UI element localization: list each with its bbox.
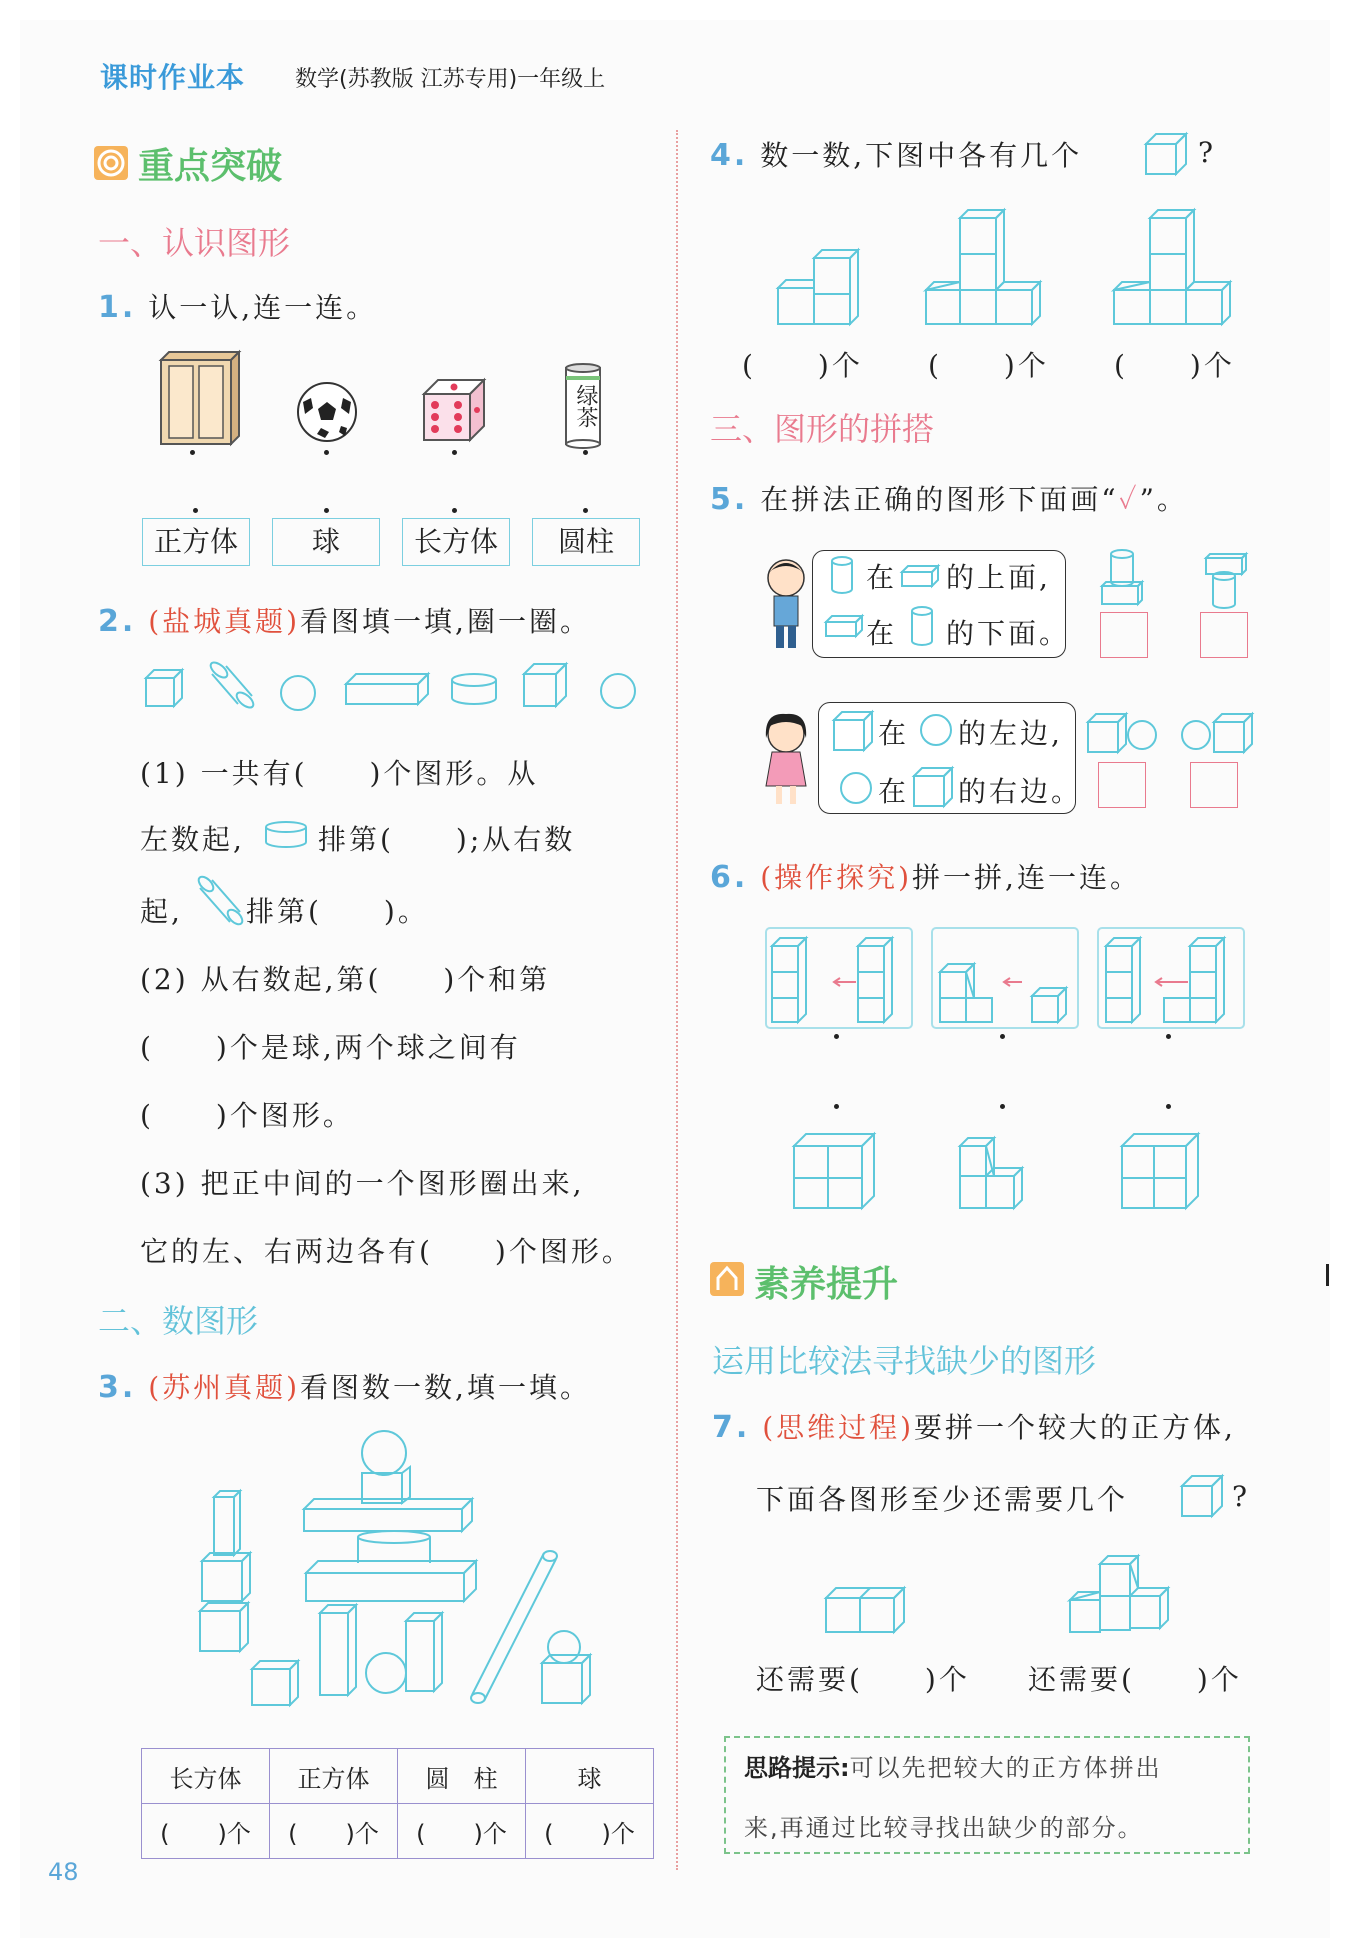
answer-box[interactable] — [1100, 612, 1148, 658]
section-title-improve: 素养提升 — [754, 1264, 899, 1305]
q2-line-3b: 排第( )。 — [246, 895, 429, 928]
question-3 — [98, 1366, 591, 1406]
label-cube: 正方体 — [142, 518, 250, 566]
connect-dot[interactable] — [324, 450, 329, 455]
q6-assembly-cards — [764, 926, 1248, 1030]
growth-icon — [710, 1262, 746, 1298]
sphere-inline-icon — [838, 770, 874, 806]
answer-box[interactable] — [1098, 762, 1146, 808]
b2-word-3: 在 — [878, 775, 910, 808]
question-5 — [710, 478, 1188, 518]
q2-line-2b: 排第( );从右数 — [318, 823, 576, 856]
q2-line-2a: 左数起, — [140, 823, 245, 856]
q1-text: 认一认,连一连。 — [148, 291, 378, 324]
cube-inline-icon — [832, 710, 876, 754]
q7-text-2: 下面各图形至少还需要几个 — [756, 1483, 1129, 1516]
q2-line-8: 它的左、右两边各有( )个图形。 — [140, 1235, 633, 1268]
connect-dot[interactable] — [1000, 1104, 1005, 1109]
connect-dot[interactable] — [1000, 1034, 1005, 1039]
q6-number: 6. — [710, 860, 749, 895]
question-4 — [710, 134, 1082, 174]
cuboid-inline-icon — [900, 562, 942, 590]
connect-dot[interactable] — [834, 1034, 839, 1039]
connect-dot[interactable] — [190, 450, 195, 455]
table-header: 正方体 — [270, 1749, 398, 1804]
answer-box[interactable] — [1200, 612, 1248, 658]
q5-option-figures-1 — [1098, 548, 1278, 610]
hint-label: 思路提示: — [744, 1754, 850, 1782]
q7-answer-1[interactable]: 还需要( )个 — [756, 1663, 970, 1696]
check-mark-icon: ✓ — [1118, 483, 1140, 516]
cylinder-inline-icon — [262, 818, 312, 852]
connect-dot[interactable] — [1166, 1104, 1171, 1109]
q2-line-3a: 起, — [140, 895, 183, 928]
q5-text-end: ”。 — [1139, 483, 1188, 516]
q7-figures — [820, 1552, 1200, 1642]
b1-word-4: 的下面。 — [946, 617, 1071, 650]
q3-number: 3. — [98, 1370, 137, 1405]
label-sphere: 球 — [272, 518, 380, 566]
connect-dot[interactable] — [834, 1104, 839, 1109]
column-divider — [676, 130, 678, 1870]
q5-text: 在拼法正确的图形下面画“ — [760, 483, 1119, 516]
question-6 — [710, 856, 1141, 896]
hint-text-1: 可以先把较大的正方体拼出 — [849, 1754, 1162, 1782]
q2-number: 2. — [98, 604, 137, 639]
page-number: 48 — [48, 1858, 79, 1886]
q5-option-figures-2 — [1086, 710, 1286, 756]
q4-answer-1[interactable]: ( )个 — [742, 349, 863, 382]
q5-number: 5. — [710, 482, 749, 517]
q2-line-5: ( )个是球,两个球之间有 — [140, 1031, 521, 1064]
label-cylinder: 圆柱 — [532, 518, 640, 566]
table-header: 长方体 — [142, 1749, 270, 1804]
q2-line-1: (1) 一共有( )个图形。从 — [140, 757, 539, 790]
q7-tag: (思维过程) — [762, 1411, 915, 1444]
part-title-compare: 运用比较法寻找缺少的图形 — [712, 1342, 1097, 1380]
question-2 — [98, 600, 591, 640]
edge-mark — [1326, 1264, 1329, 1286]
cylinder-inline-icon — [830, 556, 854, 596]
book-subtitle: 数学(苏教版 江苏专用)一年级上 — [295, 67, 606, 92]
table-answer-cell[interactable]: ( )个 — [398, 1804, 526, 1859]
b1-word-2: 的上面, — [946, 561, 1051, 594]
tea-can-label: 绿茶 — [573, 384, 598, 428]
connect-dot[interactable] — [193, 508, 198, 513]
b2-word-1: 在 — [878, 717, 910, 750]
table-answer-cell[interactable]: ( )个 — [142, 1804, 270, 1859]
wardrobe-icon — [155, 352, 240, 447]
cuboid-inline-icon — [824, 612, 866, 640]
q7-text: 要拼一个较大的正方体, — [914, 1411, 1236, 1444]
table-header: 球 — [526, 1749, 654, 1804]
q3-answer-table — [141, 1748, 654, 1859]
cube-inline-icon — [1144, 132, 1190, 178]
section-title-focus: 重点突破 — [138, 146, 283, 187]
q2-line-6: ( )个图形。 — [140, 1099, 354, 1132]
part-title-count: 二、数图形 — [98, 1302, 259, 1340]
tube-inline-icon — [194, 876, 244, 930]
q6-text: 拼一拼,连一连。 — [912, 861, 1141, 894]
q7-qmark: ? — [1232, 1480, 1251, 1513]
q3-text: 看图数一数,填一填。 — [300, 1371, 591, 1404]
q7-number: 7. — [712, 1410, 751, 1445]
table-answer-cell[interactable]: ( )个 — [526, 1804, 654, 1859]
question-1 — [98, 286, 377, 326]
q4-qmark: ? — [1198, 136, 1217, 169]
dice-icon — [420, 378, 488, 446]
book-brand: 课时作业本 — [100, 61, 246, 94]
table-answer-cell[interactable]: ( )个 — [270, 1804, 398, 1859]
hint-text-2: 来,再通过比较寻找出缺少的部分。 — [744, 1814, 1144, 1842]
target-icon — [94, 146, 130, 182]
part-title-shapes: 一、认识图形 — [98, 224, 291, 262]
q2-tag: (盐城真题) — [148, 605, 301, 638]
soccer-ball-icon — [295, 380, 359, 444]
q1-number: 1. — [98, 290, 137, 325]
b1-word-1: 在 — [866, 561, 898, 594]
part-title-assemble: 三、图形的拼搭 — [710, 410, 935, 448]
hint-line-1 — [744, 1748, 1162, 1783]
connect-dot[interactable] — [1166, 1034, 1171, 1039]
cube-inline-icon — [912, 766, 956, 810]
q6-tag: (操作探究) — [760, 861, 913, 894]
shape-row — [140, 660, 660, 720]
q3-tag: (苏州真题) — [148, 1371, 301, 1404]
q6-result-figures — [790, 1120, 1230, 1210]
b2-word-2: 的左边, — [958, 717, 1063, 750]
q2-text: 看图填一填,圈一圈。 — [300, 605, 591, 638]
boy-character-icon — [760, 556, 812, 656]
table-header: 圆 柱 — [398, 1749, 526, 1804]
connect-dot[interactable] — [583, 450, 588, 455]
label-cuboid: 长方体 — [402, 518, 510, 566]
sphere-inline-icon — [918, 712, 954, 748]
connect-dot[interactable] — [324, 508, 329, 513]
b2-word-4: 的右边。 — [958, 775, 1083, 808]
b1-word-3: 在 — [866, 617, 898, 650]
connect-dot[interactable] — [452, 450, 457, 455]
girl-character-icon — [760, 712, 812, 812]
q4-text: 数一数,下图中各有几个 — [760, 139, 1083, 172]
cube-inline-icon — [1180, 1474, 1226, 1520]
q4-answer-2[interactable]: ( )个 — [928, 349, 1049, 382]
q4-number: 4. — [710, 138, 749, 173]
question-7 — [712, 1406, 1236, 1446]
answer-box[interactable] — [1190, 762, 1238, 808]
cylinder-inline-icon — [910, 606, 934, 648]
stacked-shapes-figure — [190, 1425, 600, 1715]
q2-line-7: (3) 把正中间的一个图形圈出来, — [140, 1167, 585, 1200]
q4-cube-figures — [770, 208, 1270, 328]
connect-dot[interactable] — [452, 508, 457, 513]
q7-answer-2[interactable]: 还需要( )个 — [1028, 1663, 1242, 1696]
connect-dot[interactable] — [583, 508, 588, 513]
q4-answer-3[interactable]: ( )个 — [1114, 349, 1235, 382]
q2-line-4: (2) 从右数起,第( )个和第 — [140, 963, 551, 996]
